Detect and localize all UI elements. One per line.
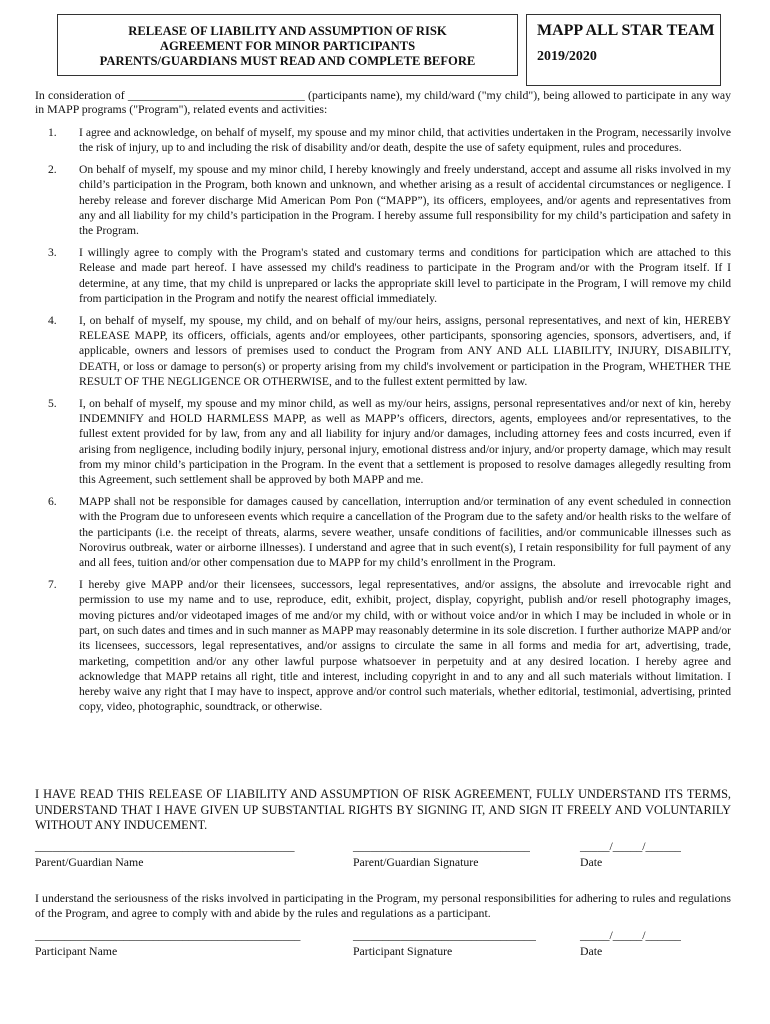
form-title-line-2: AGREEMENT FOR MINOR PARTICIPANTS (159, 39, 416, 53)
term-text: I agree and acknowledge, on behalf of myself, my spouse and my minor child, that activities undertaken in the Program, necessarily involve the risk of injury, up to and including the risk of disability and/or death, despite the use of safety equipment, rules and procedures. (79, 126, 731, 155)
parent-signature-field[interactable]: ______________________________ (353, 839, 530, 853)
term-text: I, on behalf of myself, my spouse and my minor child, as well as my/our heirs, assigns, personal representatives and/or next of kin, hereby INDEMNIFY and HOLD HARMLESS MAPP, as well as MAPP’s officers, directors, agents, employees and/or representatives, to the fullest extent provided for by law, from any and all liability for injury and/or damages, including attorney fees and costs incurred, even if arising from negligence, including bodily injury, personal injury, emotional distress and/or injury, and/or property damage, which may result from my minor child’s participation in the Program. In the event that a settlement is proposed to resolve damages allegedly resulting from this Agreement, such settlement shall be approved by both MAPP and me. (79, 396, 731, 487)
term-number: 7. (48, 578, 57, 592)
parent-name-label: Parent/Guardian Name (35, 855, 144, 869)
participant-signature-label: Participant Signature (353, 944, 453, 958)
term-number: 3. (48, 246, 57, 260)
term-item-1 (35, 125, 731, 156)
participant-date-label: Date (580, 944, 603, 958)
form-title-line-1: RELEASE OF LIABILITY AND ASSUMPTION OF RISK (128, 24, 447, 38)
participant-signature-field[interactable]: _______________________________ (353, 928, 536, 942)
term-text: I willingly agree to comply with the Program's stated and customary terms and conditions for participation which are attached to this Release and made part hereof. I have assessed my child's readiness to participate in the Program and/or with the Program itself. If I determine, at any time, that my child is unprepared or lacks the appropriate skill level to participate in the Program, I will remove my child from participation in the Program and notify the nearest official immediately. (79, 246, 731, 305)
understanding-paragraph: I understand the seriousness of the risks involved in participating in the Program, my personal responsibilities for adhering to rules and regulations of the Program, and agree to comply with and abide by the rules and regulations as a participant. (35, 891, 731, 920)
team-name: MAPP ALL STAR TEAM (537, 22, 715, 39)
term-item-5 (35, 396, 731, 488)
term-number: 2. (48, 163, 57, 177)
term-number: 1. (48, 126, 57, 139)
parent-signature-label: Parent/Guardian Signature (353, 855, 479, 869)
intro-paragraph: In consideration of ______________________________ (participants name), my child/ward ("my child"), being allowed to participate in any way in MAPP programs ("Program"), related events and activities: (35, 88, 731, 116)
term-item-3 (35, 245, 731, 306)
participant-name-label: Participant Name (35, 944, 118, 958)
term-number: 6. (48, 495, 57, 509)
term-item-2 (35, 162, 731, 238)
terms-list (35, 125, 731, 721)
term-text: I, on behalf of myself, my spouse, my child, and on behalf of my/our heirs, assigns, personal representatives, and next of kin, HEREBY RELEASE MAPP, its officers, officials, agents and/or employees, other participants, sponsoring agencies, sponsors, advertisers, and, if applicable, owners and lessors of premises used to conduct the Program from ANY AND ALL LIABILITY, INJURY, DISABILITY, DEATH, or loss or damage to person(s) or property arising from my child's involvement or participation in the Program, WHETHER THE RESULT OF THE NEGLIGENCE OR OTHERWISE, and to the fullest extent permitted by law. (79, 313, 731, 388)
term-text: I hereby give MAPP and/or their licensees, successors, legal representatives, and/or assigns, the absolute and irrevocable right and permission to use my name and to use, reproduce, edit, exhibit, project, display, copyright, publish and/or resell photography images, moving pictures and/or videotaped images of me and/or my child, with or without voice and/or in which I may be included in whole or in part, on such dates and times and in such manner as MAPP may reasonably determine in its sole discretion. I further authorize MAPP and/or its licensees, successors, legal representatives, and/or assigns to circulate the same in all forms and media for art, advertising, trade, marketing, competition and/or any other lawful purpose whatsoever in perpetuity and at any desired location. I hereby agree and acknowledge that MAPP retains all right, title and interest, including copyright in and to any and all such materials without limitation. I hereby waive any right that I may have to inspect, approve and/or control such materials, whether editorial, testimonial, advertising, printed copy, video, photographic, soundtrack, or otherwise. (79, 578, 731, 714)
term-number: 5. (48, 396, 57, 410)
term-text: MAPP shall not be responsible for damages caused by cancellation, interruption and/or termination of any event scheduled in connection with the Program due to unforeseen events which require a cancellation of the Program due to the safety and/or health risks to the welfare of the participants (i.e. the receipt of threats, alarms, severe weather, unsafe conditions of facilities, and/or communicable illnesses such as Norovirus outbreak, water or airborne illnesses). I understand and agree that in such event(s), I retain responsibility for full payment of any and all fees, tuition and/or other compensation due to MAPP for my child’s enrollment in the Program. (79, 495, 731, 570)
participant-name-field[interactable]: _____________________________________________ (35, 928, 301, 942)
parent-name-field[interactable]: ____________________________________________ (35, 839, 295, 853)
term-item-6 (35, 494, 731, 570)
term-item-7 (35, 577, 731, 715)
team-season: 2019/2020 (537, 49, 597, 64)
term-item-4 (35, 313, 731, 389)
form-title-box (57, 14, 518, 76)
form-title-line-3: PARENTS/GUARDIANS MUST READ AND COMPLETE BEFORE (99, 54, 476, 68)
declaration-paragraph: I HAVE READ THIS RELEASE OF LIABILITY AND ASSUMPTION OF RISK AGREEMENT, FULLY UNDERSTAND ITS TERMS, UNDERSTAND THAT I HAVE GIVEN UP SUBSTANTIAL RIGHTS BY SIGNING IT, AND SIGN IT FREELY AND VOLUNTARILY WITHOUT ANY INDUCEMENT. (35, 787, 731, 832)
parent-date-field[interactable]: _____/_____/______ (580, 839, 681, 853)
term-text: On behalf of myself, my spouse and my minor child, I hereby knowingly and freely understand, accept and assume all risks involved in my child’s participation in the Program, both known and unknown, and whether arising as a result of accidental circumstances or negligence. I hereby release and forever discharge Mid American Pom Pon (“MAPP”), its officers, employees, and/or agents and representatives from any and all liability for my child’s participation in the Program. I hereby assume full responsibility for my child’s participation and safety in the Program. (79, 163, 731, 238)
team-box (526, 14, 721, 86)
term-number: 4. (48, 313, 57, 327)
participant-date-field[interactable]: _____/_____/______ (580, 928, 681, 942)
parent-date-label: Date (580, 855, 603, 869)
